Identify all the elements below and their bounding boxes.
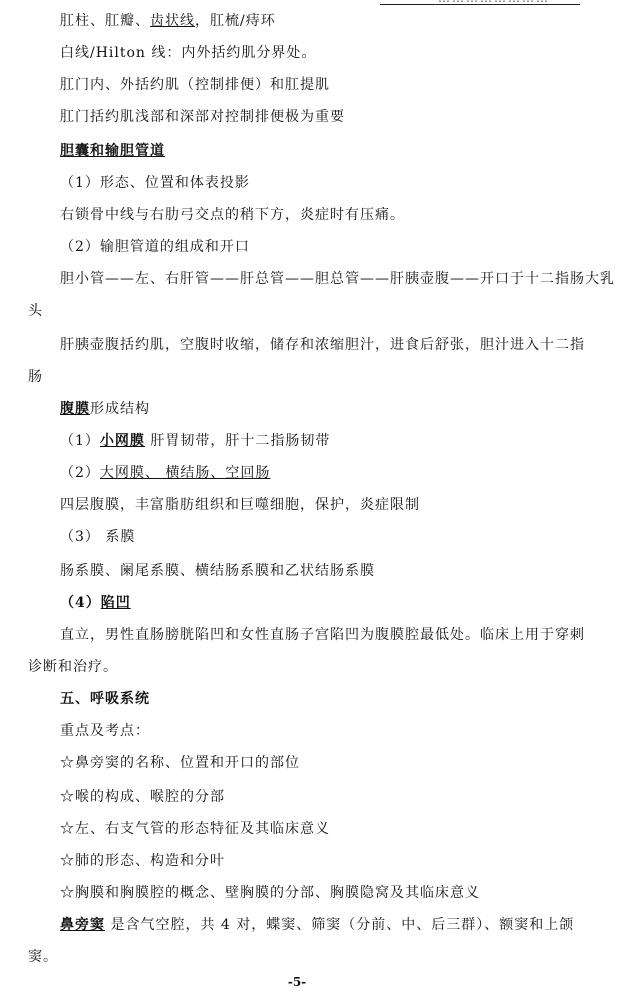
text-line: （4）陷凹 [60, 595, 131, 611]
text-line: ☆肺的形态、构造和分叶 [60, 853, 225, 869]
page-number: -5- [287, 975, 307, 989]
text-line: ☆胸膜和胸膜腔的概念、壁胸膜的分部、胸膜隐窝及其临床意义 [60, 885, 480, 901]
text-line: ☆喉的构成、喉腔的分部 [60, 789, 225, 805]
text-line: 肠系膜、阑尾系膜、横结肠系膜和乙状结肠系膜 [60, 563, 375, 579]
text-line: ☆鼻旁窦的名称、位置和开口的部位 [60, 755, 300, 771]
section-heading: 胆囊和输胆管道 [60, 143, 165, 159]
text-line: 右锁骨中线与右肋弓交点的稍下方，炎症时有压痛。 [60, 207, 405, 223]
text-line: 肛门括约肌浅部和深部对控制排便极为重要 [60, 109, 345, 125]
text-line: （1）小网膜 肝胃韧带，肝十二指肠韧带 [60, 433, 331, 449]
text-line: 重点及考点： [60, 723, 150, 739]
section-heading: 五、呼吸系统 [60, 691, 150, 707]
text-line: 肝胰壶腹括约肌，空腹时收缩，储存和浓缩胆汁，进食后舒张，胆汁进入十二指 [60, 337, 585, 353]
text-line: 诊断和治疗。 [28, 659, 118, 675]
text-line: 头 [28, 303, 43, 319]
text-line: 鼻旁窦 是含气空腔，共 4 对，蝶窦、筛窦（分前、中、后三群）、额窦和上颌 [60, 917, 575, 933]
section-heading: 腹膜形成结构 [60, 401, 150, 417]
text-line: （2）大网膜、 横结肠、空回肠 [60, 465, 271, 481]
text-line: （3） 系膜 [60, 529, 136, 545]
text-line: 窦。 [28, 949, 58, 965]
text-line: 四层腹膜，丰富脂肪组织和巨噬细胞，保护，炎症限制 [60, 497, 420, 513]
text-line: 直立，男性直肠膀胱陷凹和女性直肠子宫陷凹为腹膜腔最低处。临床上用于穿刺 [60, 627, 585, 643]
text-line: 肛门内、外括约肌（控制排便）和肛提肌 [60, 77, 330, 93]
text-line: （2）输胆管道的组成和开口 [60, 239, 250, 255]
text-line: 肠 [28, 369, 43, 385]
text-line: 白线/Hilton 线：内外括约肌分界处。 [60, 45, 317, 61]
text-line: 肛柱、肛瓣、齿状线，肛梳/痔环 [60, 13, 276, 29]
text-line: ☆左、右支气管的形态特征及其临床意义 [60, 821, 330, 837]
text-line: 胆小管——左、右肝管——肝总管——胆总管——肝胰壶腹——开口于十二指肠大乳 [60, 271, 615, 287]
text-line: （1）形态、位置和体表投影 [60, 175, 250, 191]
header-fragment [438, 0, 550, 5]
